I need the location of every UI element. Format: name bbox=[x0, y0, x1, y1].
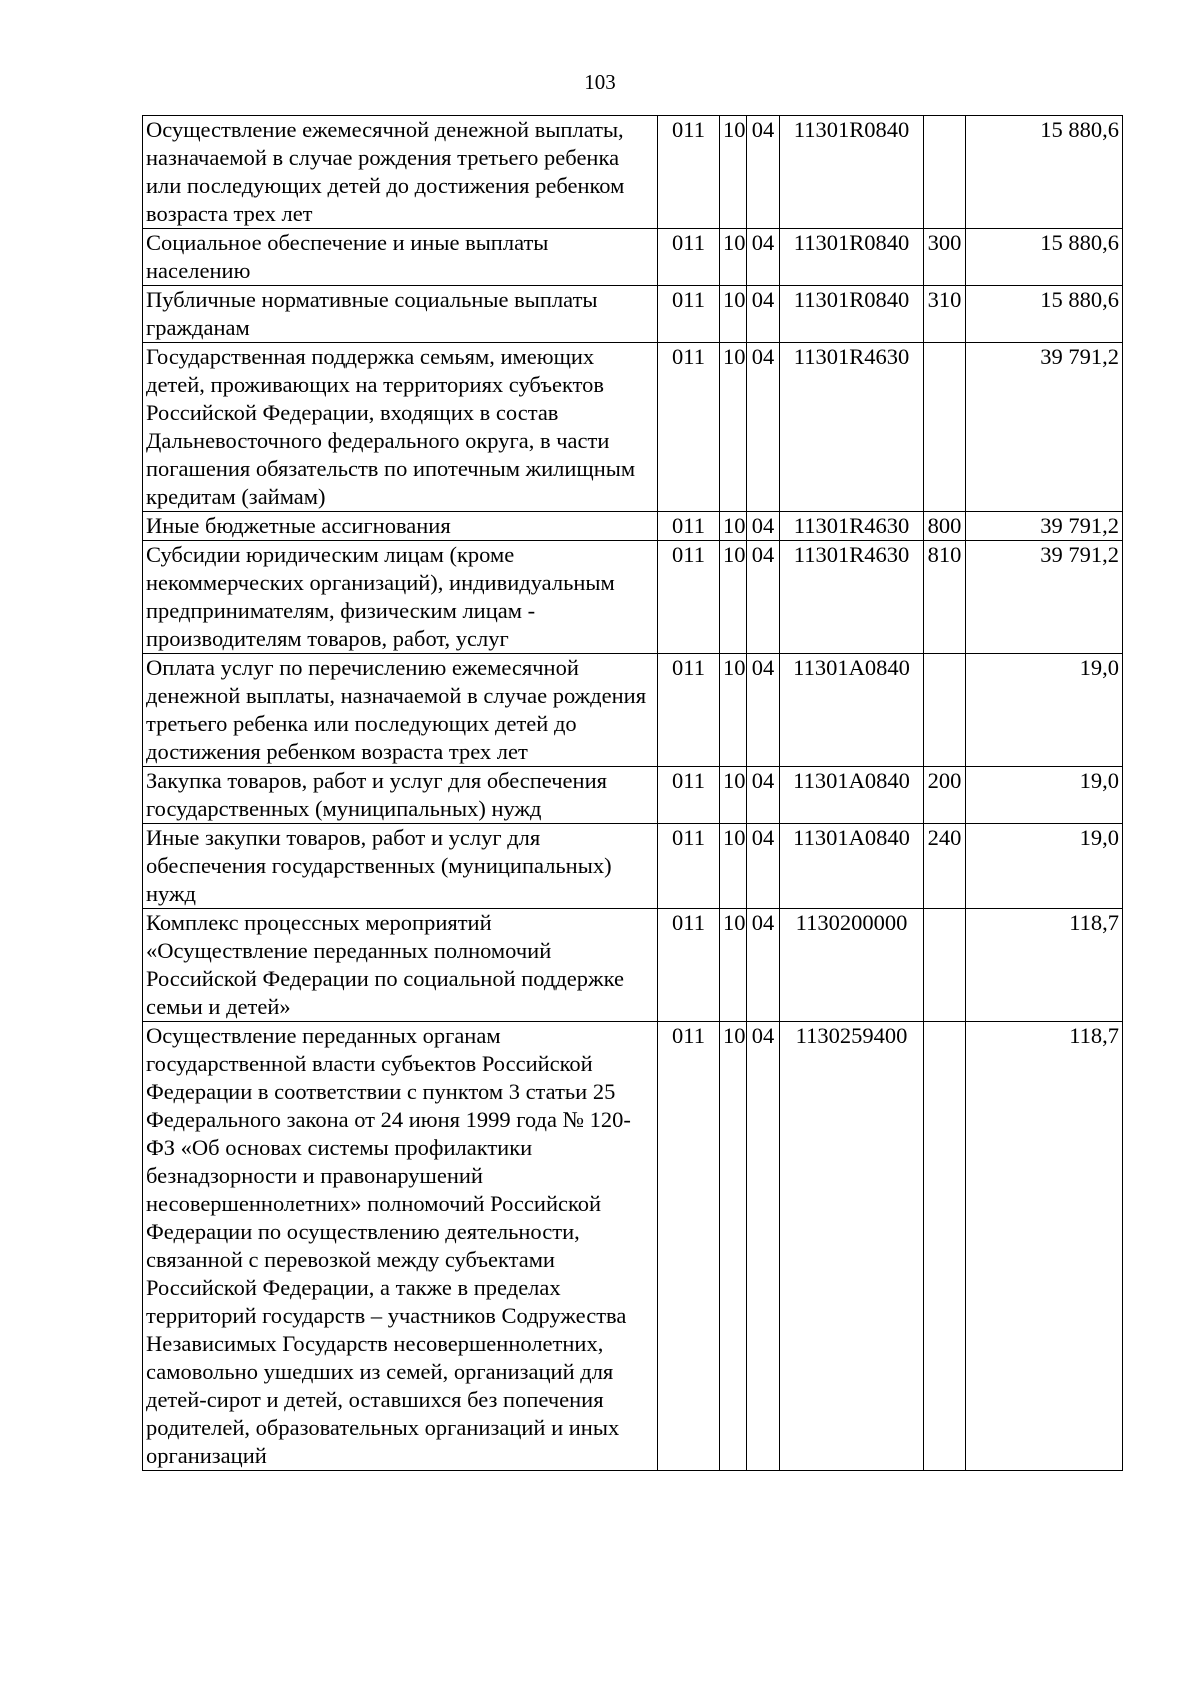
table-row bbox=[143, 767, 1123, 824]
row-section: 10 bbox=[720, 512, 747, 541]
row-section: 10 bbox=[720, 909, 747, 1022]
table-row bbox=[143, 343, 1123, 512]
row-name: Субсидии юридическим лицам (кроме некоммерческих организаций), индивидуальным предпринимателям, физическим лицам - производителям товаров, работ, услуг bbox=[143, 541, 658, 654]
row-sum: 118,7 bbox=[966, 909, 1123, 1022]
row-target-article: 11301R4630 bbox=[780, 343, 924, 512]
row-subsection: 04 bbox=[747, 229, 780, 286]
row-sum: 39 791,2 bbox=[966, 512, 1123, 541]
row-grbs: 011 bbox=[658, 824, 720, 909]
row-target-article: 11301R4630 bbox=[780, 541, 924, 654]
row-expense-type: 240 bbox=[924, 824, 966, 909]
row-name: Иные закупки товаров, работ и услуг для обеспечения государственных (муниципальных) нужд bbox=[143, 824, 658, 909]
row-section: 10 bbox=[720, 767, 747, 824]
row-section: 10 bbox=[720, 229, 747, 286]
table-row bbox=[143, 824, 1123, 909]
row-name: Комплекс процессных мероприятий «Осуществление переданных полномочий Российской Федерации по социальной поддержке семьи и детей» bbox=[143, 909, 658, 1022]
row-section: 10 bbox=[720, 1022, 747, 1471]
row-target-article: 11301A0840 bbox=[780, 654, 924, 767]
row-grbs: 011 bbox=[658, 229, 720, 286]
row-expense-type bbox=[924, 909, 966, 1022]
row-subsection: 04 bbox=[747, 343, 780, 512]
row-subsection: 04 bbox=[747, 767, 780, 824]
row-expense-type bbox=[924, 654, 966, 767]
row-sum: 19,0 bbox=[966, 824, 1123, 909]
table-row bbox=[143, 541, 1123, 654]
row-section: 10 bbox=[720, 654, 747, 767]
row-sum: 15 880,6 bbox=[966, 229, 1123, 286]
row-grbs: 011 bbox=[658, 343, 720, 512]
row-grbs: 011 bbox=[658, 512, 720, 541]
row-name: Иные бюджетные ассигнования bbox=[143, 512, 658, 541]
row-section: 10 bbox=[720, 343, 747, 512]
budget-table bbox=[142, 115, 1123, 1471]
row-sum: 19,0 bbox=[966, 654, 1123, 767]
row-sum: 39 791,2 bbox=[966, 541, 1123, 654]
row-subsection: 04 bbox=[747, 512, 780, 541]
row-subsection: 04 bbox=[747, 1022, 780, 1471]
row-target-article: 11301A0840 bbox=[780, 767, 924, 824]
row-subsection: 04 bbox=[747, 541, 780, 654]
row-name: Осуществление переданных органам государственной власти субъектов Российской Федерации в соответствии с пунктом 3 статьи 25 Федерального закона от 24 июня 1999 года № 120-ФЗ «Об основах системы профилактики безнадзорности и правонарушений несовершеннолетних» полномочий Российской Федерации по осуществлению деятельности, связанной с перевозкой между субъектами Российской Федерации, а также в пределах территорий государств – участников Содружества Независимых Государств несовершеннолетних, самовольно ушедших из семей, организаций для детей-сирот и детей, оставшихся без попечения родителей, образовательных организаций и иных организаций bbox=[143, 1022, 658, 1471]
row-subsection: 04 bbox=[747, 286, 780, 343]
row-subsection: 04 bbox=[747, 654, 780, 767]
row-grbs: 011 bbox=[658, 116, 720, 229]
table-row bbox=[143, 286, 1123, 343]
row-grbs: 011 bbox=[658, 909, 720, 1022]
row-expense-type bbox=[924, 116, 966, 229]
row-target-article: 11301R0840 bbox=[780, 116, 924, 229]
row-name: Государственная поддержка семьям, имеющих детей, проживающих на территориях субъектов Российской Федерации, входящих в состав Дальневосточного федерального округа, в части погашения обязательств по ипотечным жилищным кредитам (займам) bbox=[143, 343, 658, 512]
row-expense-type: 300 bbox=[924, 229, 966, 286]
row-expense-type bbox=[924, 1022, 966, 1471]
row-expense-type bbox=[924, 343, 966, 512]
table-row bbox=[143, 654, 1123, 767]
row-section: 10 bbox=[720, 824, 747, 909]
row-name: Закупка товаров, работ и услуг для обеспечения государственных (муниципальных) нужд bbox=[143, 767, 658, 824]
row-grbs: 011 bbox=[658, 1022, 720, 1471]
row-subsection: 04 bbox=[747, 909, 780, 1022]
row-expense-type: 310 bbox=[924, 286, 966, 343]
row-section: 10 bbox=[720, 541, 747, 654]
row-sum: 118,7 bbox=[966, 1022, 1123, 1471]
row-sum: 15 880,6 bbox=[966, 116, 1123, 229]
row-target-article: 11301A0840 bbox=[780, 824, 924, 909]
row-name: Социальное обеспечение и иные выплаты населению bbox=[143, 229, 658, 286]
row-expense-type: 800 bbox=[924, 512, 966, 541]
row-target-article: 11301R0840 bbox=[780, 229, 924, 286]
row-expense-type: 810 bbox=[924, 541, 966, 654]
row-target-article: 11301R0840 bbox=[780, 286, 924, 343]
row-sum: 15 880,6 bbox=[966, 286, 1123, 343]
row-section: 10 bbox=[720, 286, 747, 343]
row-name: Осуществление ежемесячной денежной выплаты, назначаемой в случае рождения третьего ребенка или последующих детей до достижения ребенком возраста трех лет bbox=[143, 116, 658, 229]
row-grbs: 011 bbox=[658, 286, 720, 343]
row-target-article: 11301R4630 bbox=[780, 512, 924, 541]
row-name: Оплата услуг по перечислению ежемесячной денежной выплаты, назначаемой в случае рождения третьего ребенка или последующих детей до достижения ребенком возраста трех лет bbox=[143, 654, 658, 767]
row-section: 10 bbox=[720, 116, 747, 229]
table-row bbox=[143, 909, 1123, 1022]
table-row bbox=[143, 1022, 1123, 1471]
row-name: Публичные нормативные социальные выплаты гражданам bbox=[143, 286, 658, 343]
table-row bbox=[143, 116, 1123, 229]
row-grbs: 011 bbox=[658, 654, 720, 767]
page-number: 103 bbox=[584, 70, 616, 94]
row-expense-type: 200 bbox=[924, 767, 966, 824]
row-subsection: 04 bbox=[747, 824, 780, 909]
row-subsection: 04 bbox=[747, 116, 780, 229]
row-target-article: 1130259400 bbox=[780, 1022, 924, 1471]
row-target-article: 1130200000 bbox=[780, 909, 924, 1022]
table-row bbox=[143, 229, 1123, 286]
row-sum: 19,0 bbox=[966, 767, 1123, 824]
row-grbs: 011 bbox=[658, 767, 720, 824]
row-grbs: 011 bbox=[658, 541, 720, 654]
row-sum: 39 791,2 bbox=[966, 343, 1123, 512]
table-row bbox=[143, 512, 1123, 541]
